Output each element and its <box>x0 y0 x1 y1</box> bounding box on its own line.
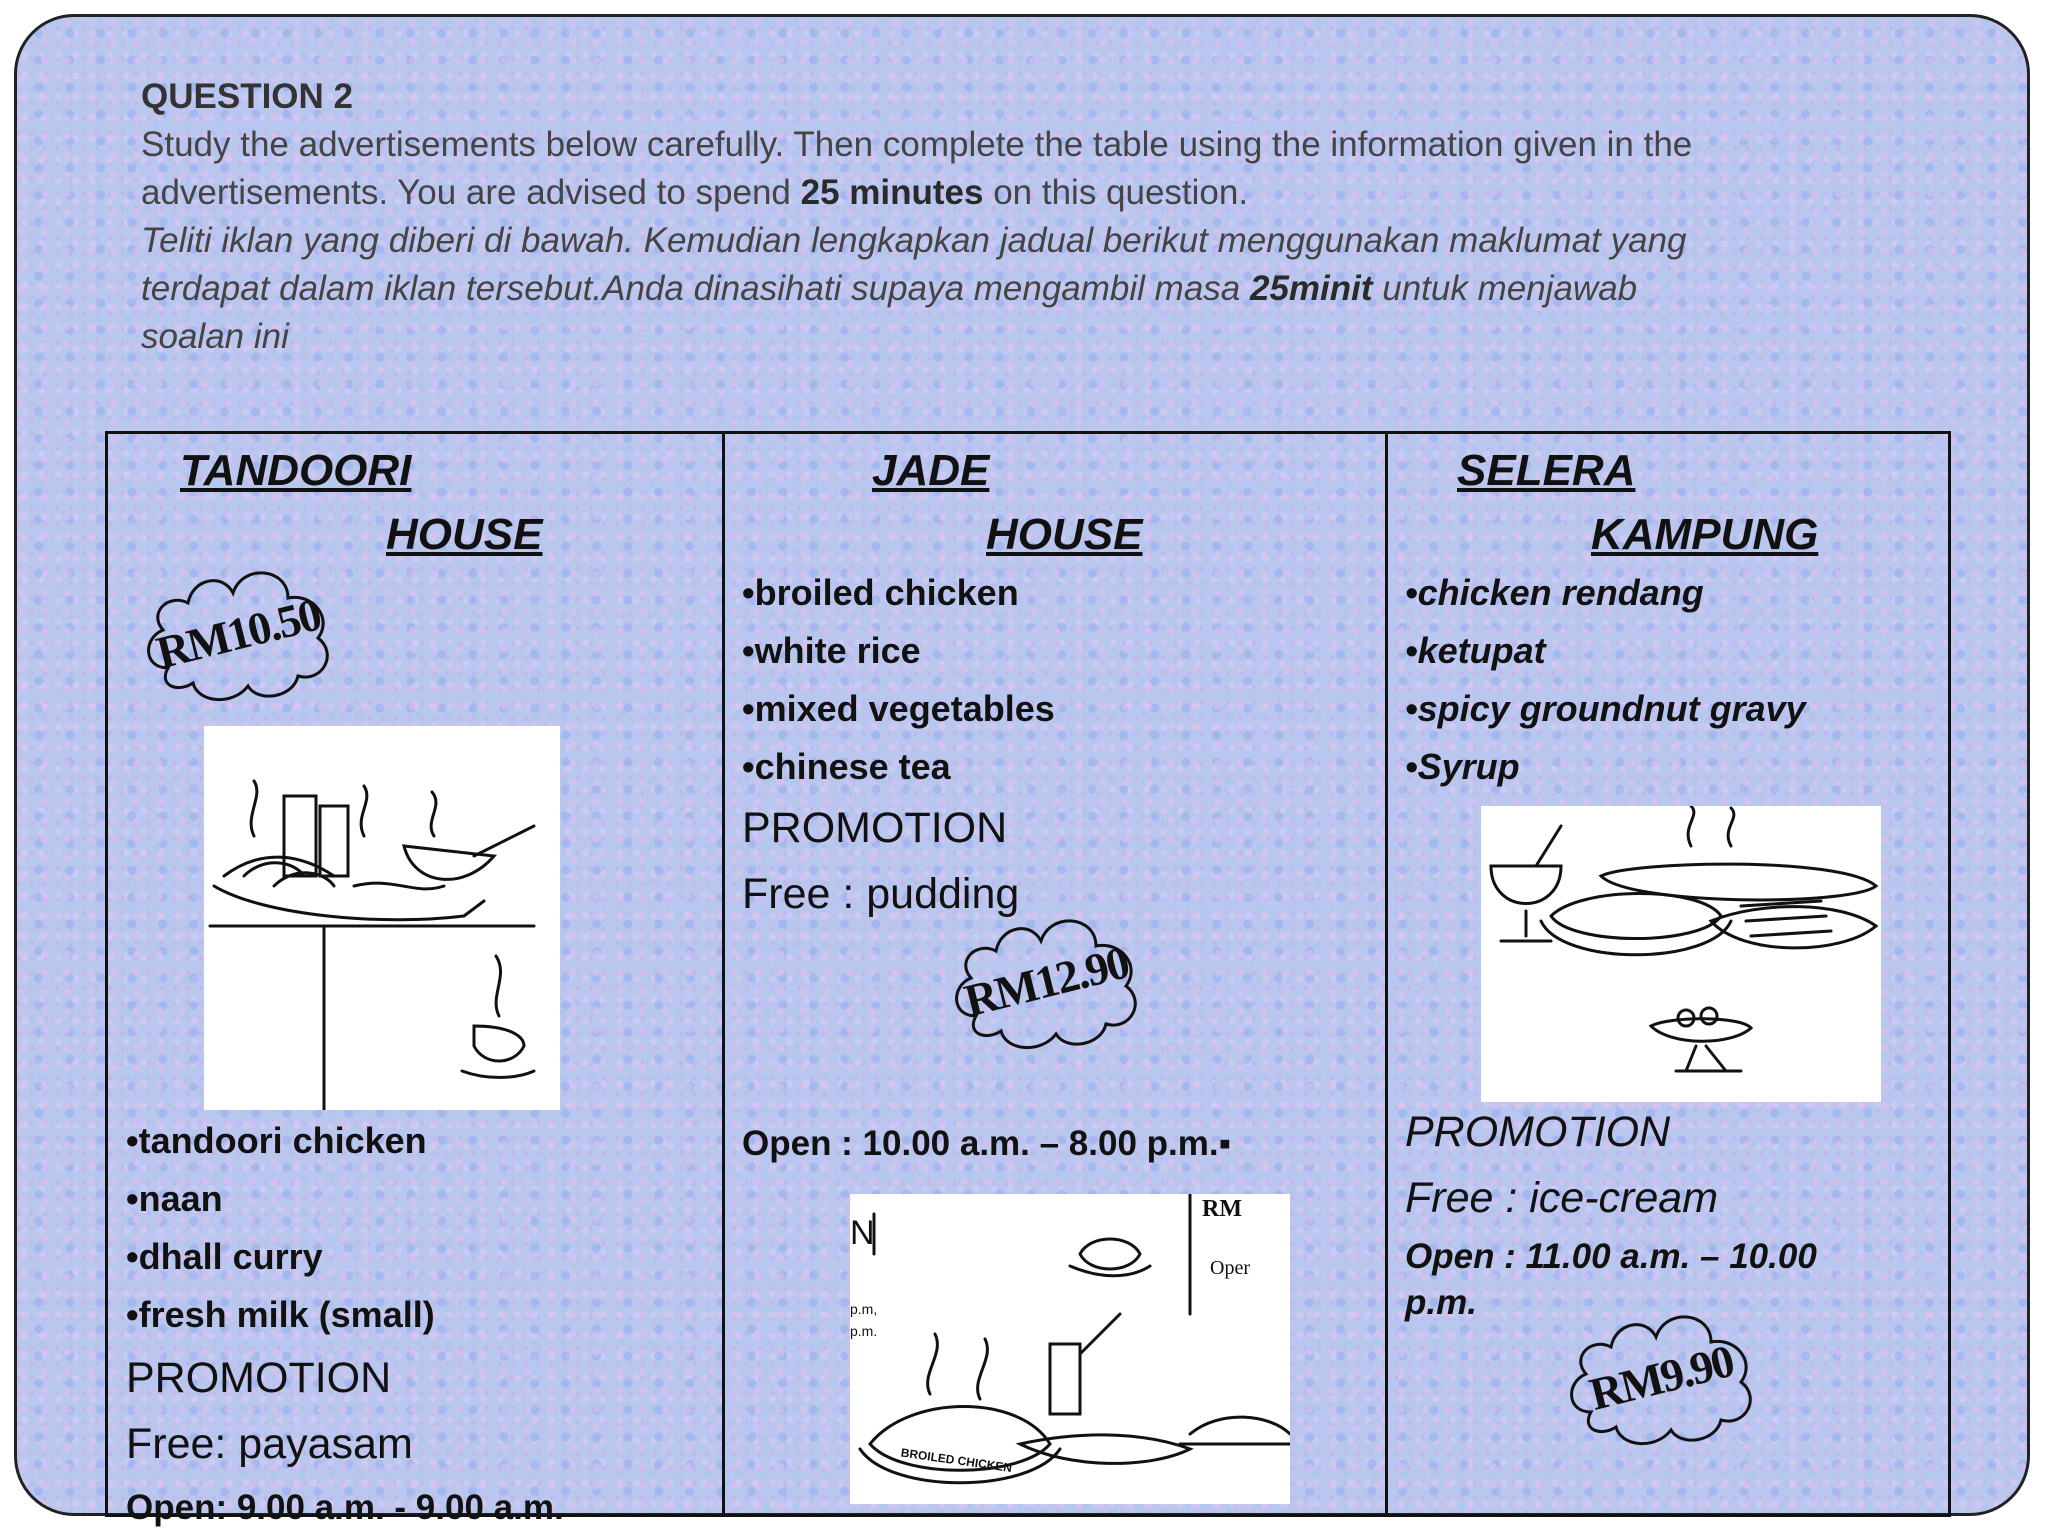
opening-hours <box>742 1124 1231 1164</box>
jade-meal-drawing-icon <box>850 1194 1290 1504</box>
instruction-ms-line-1: Teliti iklan yang diberi di bawah. Kemudian lengkapkan jadual berikut menggunakan maklumat yang <box>141 221 1687 260</box>
price-label: RM12.90 <box>959 936 1133 1026</box>
sign-fragment: N <box>850 1214 875 1252</box>
menu-item: •dhall curry <box>126 1236 323 1277</box>
ad-title-line-1: SELERA <box>1457 446 1636 495</box>
jade-food-illustration <box>850 1194 1290 1504</box>
question-instructions <box>141 73 1961 361</box>
tandoori-food-illustration <box>204 726 560 1110</box>
menu-item: •ketupat <box>1405 630 1546 671</box>
instruction-en-line-2 <box>141 169 1961 217</box>
instruction-en-tail: on this question. <box>983 173 1249 212</box>
promotion-free-item: Free : ice-cream <box>1405 1174 1719 1222</box>
opening-hours: Open: 9.00 a.m. - 9.00 a.m. <box>126 1488 564 1527</box>
menu-item: •chicken rendang <box>1405 572 1704 613</box>
price-cloud <box>1561 1302 1761 1452</box>
instruction-en-line-1: Study the advertisements below carefully. Then complete the table using the information given in the <box>141 125 1693 164</box>
time-fragment: p.m. <box>850 1323 878 1339</box>
instruction-en-time: 25 minutes <box>800 173 984 212</box>
question-heading: QUESTION 2 <box>141 77 353 116</box>
ad-title-line-1: TANDOORI <box>180 446 412 495</box>
selera-food-illustration <box>1481 806 1881 1102</box>
promotion-label: PROMOTION <box>742 804 1008 852</box>
instruction-english <box>141 121 1961 217</box>
opening-hours-line-2: p.m. <box>1405 1283 1477 1322</box>
instruction-ms-time: 25minit <box>1249 269 1373 308</box>
price-cloud <box>138 558 338 708</box>
price-label: RM10.50 <box>151 588 325 678</box>
promotion-free-item: Free : pudding <box>742 870 1020 918</box>
menu-item: •chinese tea <box>742 746 951 787</box>
promotion-label: PROMOTION <box>1405 1108 1671 1156</box>
menu-item: •Syrup <box>1405 746 1520 787</box>
ad-jade-house <box>722 434 1388 1514</box>
instruction-ms-tail: untuk menjawab <box>1372 269 1638 308</box>
menu-item: •spicy groundnut gravy <box>1405 688 1806 729</box>
time-fragment: p.m, <box>850 1301 878 1317</box>
dish-label: BROILED CHICKEN <box>899 1445 1013 1475</box>
ad-title-line-2: KAMPUNG <box>1591 510 1819 559</box>
instruction-ms-line-2 <box>141 265 1961 313</box>
ad-tandoori-house <box>108 434 725 1527</box>
menu-item: •tandoori chicken <box>126 1120 427 1161</box>
menu-item: •white rice <box>742 630 921 671</box>
price-cloud <box>946 906 1146 1056</box>
open-fragment: Oper <box>1210 1257 1250 1279</box>
opening-hours-line-1: Open : 11.00 a.m. – 10.00 <box>1405 1237 1817 1276</box>
price-label: RM9.90 <box>1584 1334 1738 1420</box>
menu-item: •mixed vegetables <box>742 688 1055 729</box>
selera-meal-drawing-icon <box>1481 806 1881 1102</box>
menu-item: •naan <box>126 1178 223 1219</box>
ad-title-line-1: JADE <box>872 446 990 495</box>
ad-title-line-2: HOUSE <box>386 510 543 559</box>
opening-hours-text: Open : 10.00 a.m. – 8.00 p.m. <box>742 1124 1219 1163</box>
instruction-en-text: advertisements. You are advised to spend <box>141 173 801 212</box>
opening-hours-mark: ▪ <box>1218 1124 1232 1163</box>
ad-selera-kampung <box>1385 434 1948 1514</box>
advertisements-table <box>105 431 1951 1527</box>
tandoori-meal-drawing-icon <box>204 726 560 1110</box>
slide-background <box>14 14 2030 1527</box>
menu-item: •broiled chicken <box>742 572 1019 613</box>
promotion-label: PROMOTION <box>126 1354 392 1402</box>
menu-item: •fresh milk (small) <box>126 1294 435 1335</box>
instruction-ms-text: terdapat dalam iklan tersebut.Anda dinasihati supaya mengambil masa <box>141 269 1250 308</box>
instruction-ms-line-3: soalan ini <box>141 317 289 356</box>
price-fragment: RM <box>1202 1196 1242 1222</box>
instruction-malay <box>141 217 1961 361</box>
promotion-free-item: Free: payasam <box>126 1420 413 1468</box>
ad-title-line-2: HOUSE <box>986 510 1143 559</box>
